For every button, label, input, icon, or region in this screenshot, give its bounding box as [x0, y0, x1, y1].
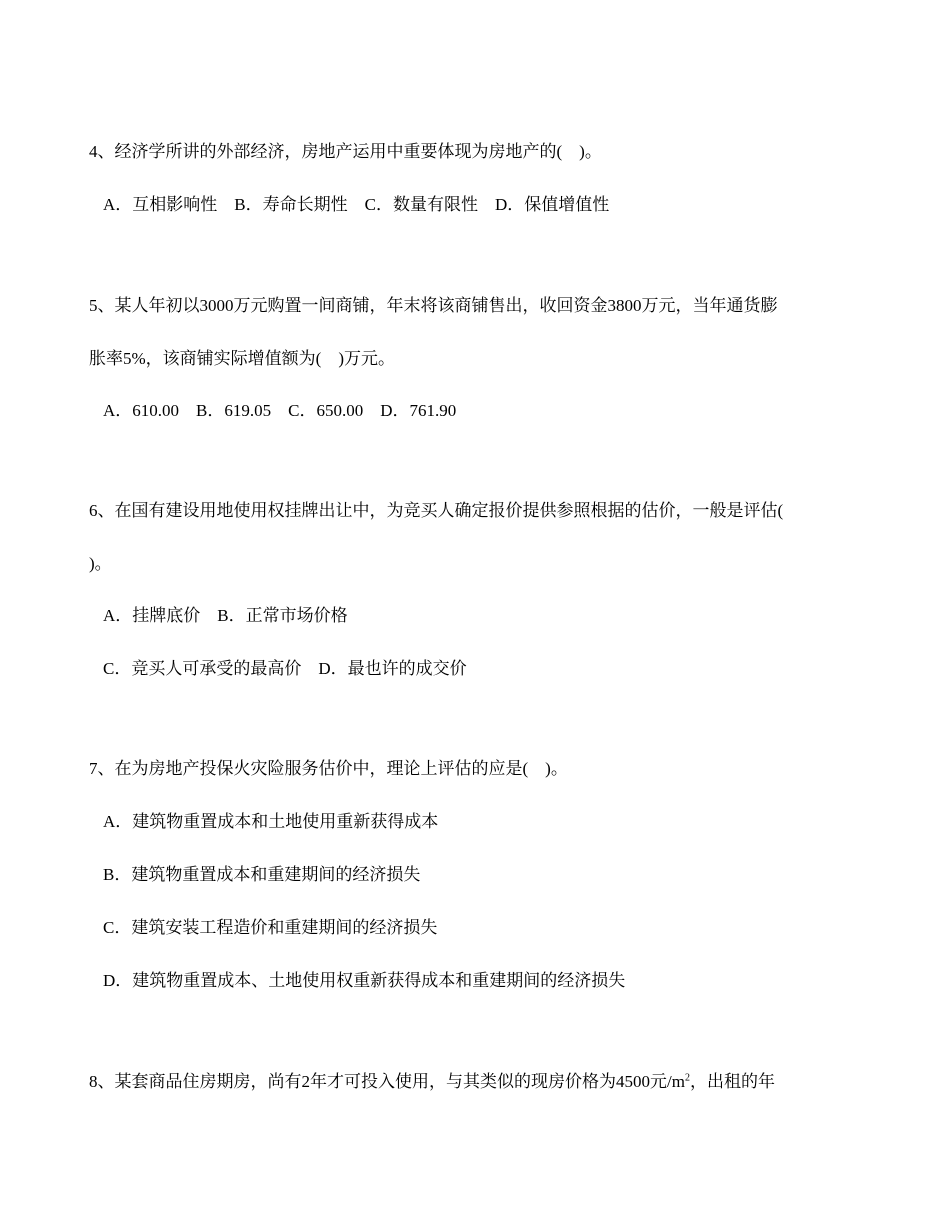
question-6-stem-line-2: )。: [89, 554, 112, 573]
question-5-options: A．610.00 B．619.05 C．650.00 D．761.90: [103, 401, 457, 420]
question-7-option-a: A．建筑物重置成本和土地使用重新获得成本: [103, 812, 439, 831]
question-7-option-b: B．建筑物重置成本和重建期间的经济损失: [103, 865, 421, 884]
question-6-options-line-1: A．挂牌底价 B．正常市场价格: [103, 606, 348, 625]
question-4-options: A．互相影响性 B．寿命长期性 C．数量有限性 D．保值增值性: [103, 195, 610, 214]
question-8-text-after: ，出租的年: [689, 1072, 775, 1091]
question-5-stem-line-2: 胀率5%，该商铺实际增值额为( )万元。: [89, 349, 395, 368]
question-8-text-before: 8、某套商品住房期房，尚有2年才可投入使用，与其类似的现房价格为4500元/m: [89, 1072, 685, 1091]
question-7-option-d: D．建筑物重置成本、土地使用权重新获得成本和重建期间的经济损失: [103, 971, 626, 990]
question-7-stem: 7、在为房地产投保火灾险服务估价中，理论上评估的应是( )。: [89, 759, 568, 778]
question-8-stem-line-1: [89, 1071, 775, 1093]
question-8-superscript: 2: [684, 1072, 690, 1084]
question-4-stem: 4、经济学所讲的外部经济，房地产运用中重要体现为房地产的( )。: [89, 142, 602, 161]
question-5-stem-line-1: 5、某人年初以3000万元购置一间商铺，年末将该商铺售出，收回资金3800万元，当年通货膨: [89, 296, 778, 315]
question-6-options-line-2: C．竞买人可承受的最高价 D．最也许的成交价: [103, 659, 467, 678]
question-7-option-c: C．建筑安装工程造价和重建期间的经济损失: [103, 918, 438, 937]
question-6-stem-line-1: 6、在国有建设用地使用权挂牌出让中，为竞买人确定报价提供参照根据的估价，一般是评估(: [89, 501, 784, 520]
